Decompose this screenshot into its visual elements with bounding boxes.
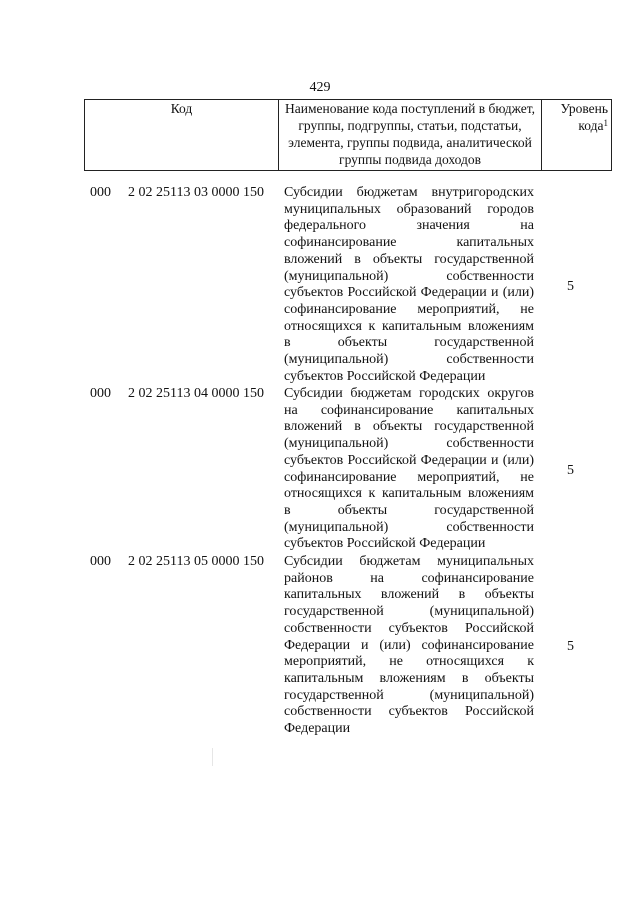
code-level: 5 [567, 279, 574, 294]
table-header [84, 99, 612, 171]
header-level-label: Уровень кода [560, 101, 608, 133]
header-code-cell [85, 100, 279, 171]
admin-code: 000 [90, 185, 111, 200]
code-level: 5 [567, 639, 574, 654]
budget-classification-code: 2 02 25113 04 0000 150 [128, 386, 264, 401]
header-level-cell [542, 100, 612, 171]
row-description: Субсидии бюджетам городских округов на софинансирование капитальных вложений в объекты государственной (муниципальной) собственности субъектов Российской Федерации и (или) софинансирование мероприятий, не относящихся к капитальным вложениям в объекты государственной (муниципальной) собственности субъектов Российской Федерации [284, 386, 534, 552]
code-level: 5 [567, 463, 574, 478]
row-description: Субсидии бюджетам внутригородских муниципальных образований городов федерального значения на софинансирование капитальных вложений в объекты государственной (муниципальной) собственности субъектов Российской Федерации и (или) софинансирование мероприятий, не относящихся к капитальным вложениям в объекты государственной (муниципальной) собственности субъектов Российской Федерации [284, 185, 534, 384]
admin-code: 000 [90, 554, 111, 569]
scan-artifact-line [212, 748, 213, 766]
row-description: Субсидии бюджетам муниципальных районов на софинансирование капитальных вложений в объекты государственной (муниципальной) собственности субъектов Российской Федерации и (или) софинансирование мероприятий, не относящихся к капитальным вложениям в объекты государственной (муниципальной) собственности субъектов Российской Федерации [284, 554, 534, 737]
budget-classification-code: 2 02 25113 03 0000 150 [128, 185, 264, 200]
header-name-label: Наименование кода поступлений в бюджет, группы, подгруппы, статьи, подстатьи, элемента, группы подвида, аналитической группы подвида доходов [284, 101, 535, 167]
admin-code: 000 [90, 386, 111, 401]
header-code-label: Код [170, 101, 193, 116]
budget-classification-code: 2 02 25113 05 0000 150 [128, 554, 264, 569]
header-level-footnote: 1 [603, 118, 608, 128]
page-number: 429 [309, 80, 331, 95]
header-name-cell [279, 100, 542, 171]
